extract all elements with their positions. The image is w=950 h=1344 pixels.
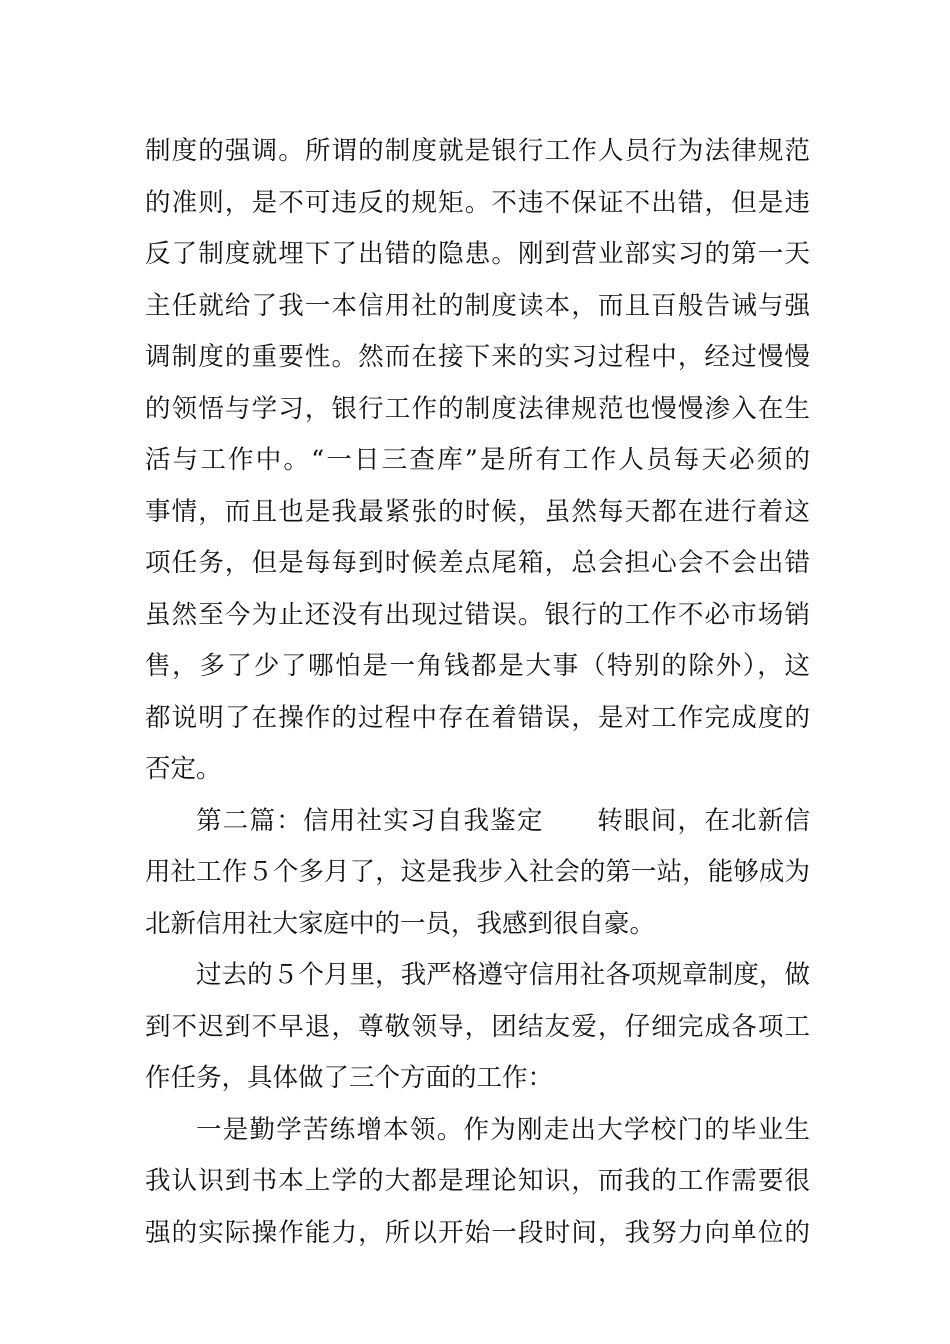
text-line: 活与工作中。“一日三查库”是所有工作人员每天必须的 [145,445,810,475]
section-heading-line: 第二篇：信用社实习自我鉴定 转眼间，在北新信 [196,805,810,836]
text-line: 主任就给了我一本信用社的制度读本，而且百般告诫与强 [145,290,810,321]
text-line: 制度的强调。所谓的制度就是银行工作人员行为法律规范 [145,136,810,166]
text-line: 调制度的重要性。然而在接下来的实习过程中，经过慢慢 [145,342,810,372]
text-line: 的准则，是不可违反的规矩。不违不保证不出错，但是违 [145,187,810,218]
document-body [145,126,810,1259]
text-line: 到不迟到不早退，尊敬领导，团结友爱，仔细完成各项工 [145,1011,810,1042]
text-line: 用社工作５个多月了，这是我步入社会的第一站，能够成为 [145,857,810,887]
text-line: 售，多了少了哪怕是一角钱都是大事（特别的除外），这 [145,651,810,681]
text-line: 的领悟与学习，银行工作的制度法律规范也慢慢渗入在生 [145,393,810,424]
text-line: 强的实际操作能力，所以开始一段时间，我努力向单位的 [145,1217,810,1248]
text-line: 作任务，具体做了三个方面的工作： [145,1063,554,1093]
paragraph-first-line: 一是勤学苦练增本领。作为刚走出大学校门的毕业生 [196,1114,810,1145]
text-line: 北新信用社大家庭中的一员，我感到很自豪。 [145,908,656,939]
text-line: 我认识到书本上学的大都是理论知识，而我的工作需要很 [145,1166,810,1196]
text-line: 反了制度就埋下了出错的隐患。刚到营业部实习的第一天 [145,239,810,269]
text-line: 项任务，但是每每到时候差点尾箱，总会担心会不会出错 [145,548,810,578]
text-line: 都说明了在操作的过程中存在着错误，是对工作完成度的 [145,702,810,733]
paragraph-first-line: 过去的５个月里，我严格遵守信用社各项规章制度，做 [196,960,810,990]
text-line: 事情，而且也是我最紧张的时候，虽然每天都在进行着这 [145,496,810,527]
text-line: 否定。 [145,754,222,784]
text-line: 虽然至今为止还没有出现过错误。银行的工作不必市场销 [145,599,810,630]
